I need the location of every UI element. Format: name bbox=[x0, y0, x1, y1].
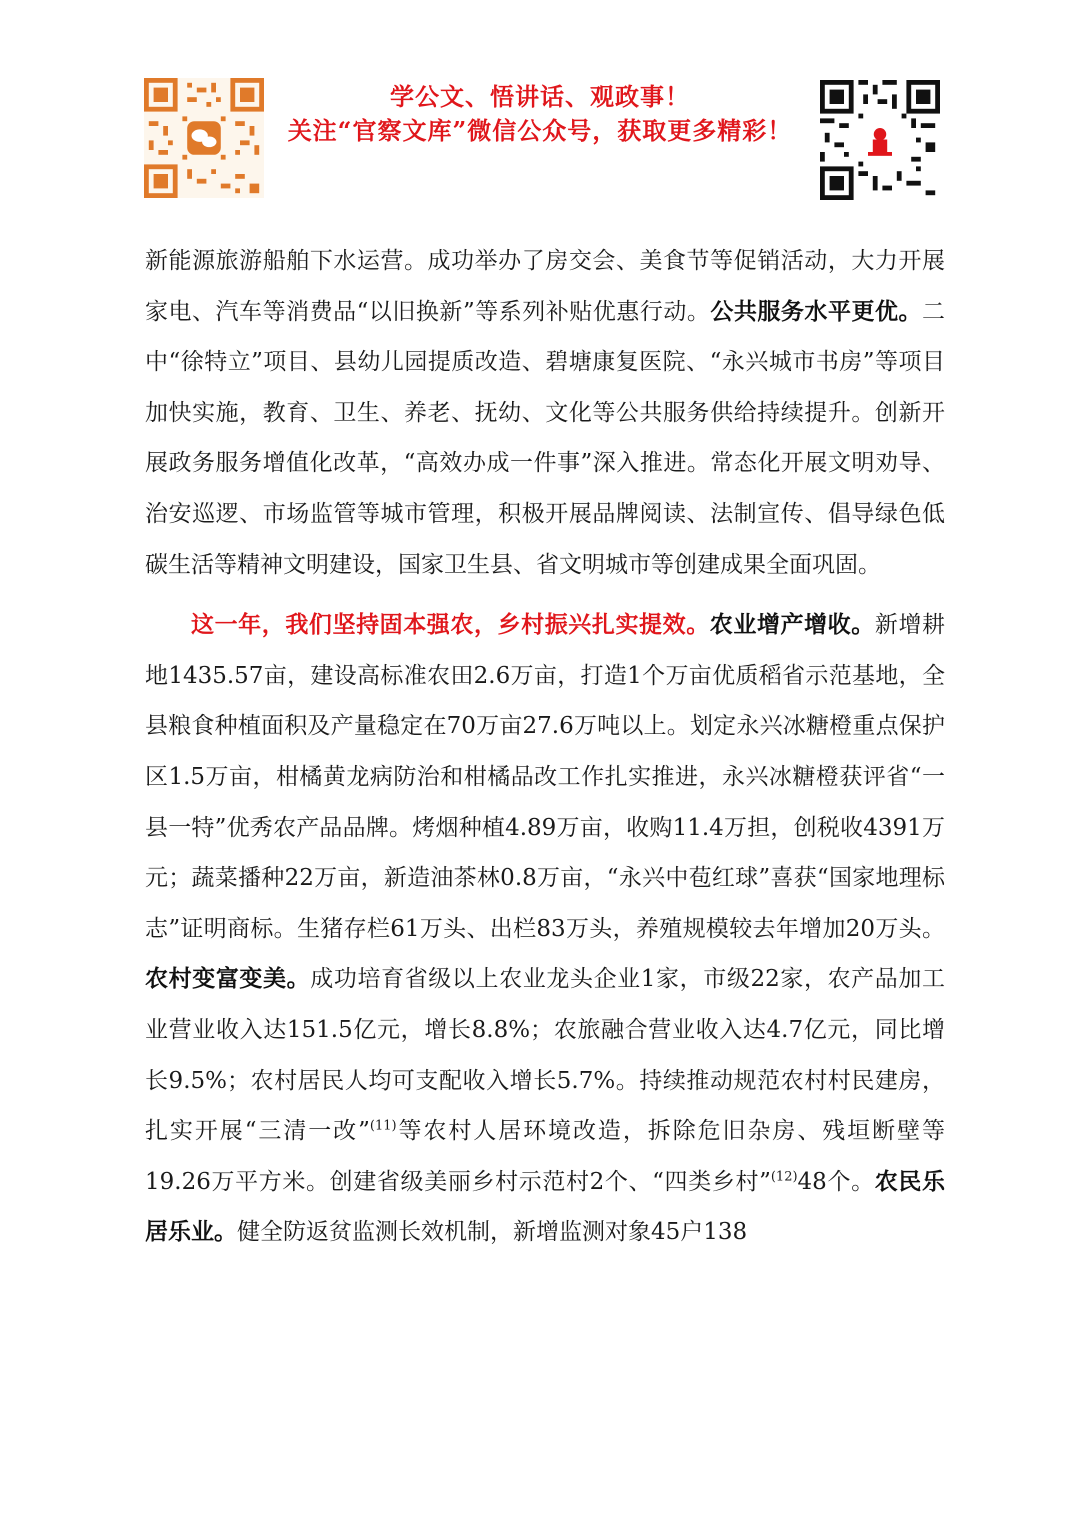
heading-public-services: 公共服务水平更优。 bbox=[710, 297, 922, 325]
document-body bbox=[145, 236, 945, 1258]
heading-agriculture-output: 农业增产增收。 bbox=[709, 611, 875, 639]
heading-farmers-livelihood: 农民乐居乐业。 bbox=[145, 1167, 945, 1246]
heading-rural-prosperity: 农村变富变美。 bbox=[145, 965, 311, 993]
text-public-services: 二中“徐特立”项目、县幼儿园提质改造、碧塘康复医院、“永兴城市书房”等项目加快实施，教育、卫生、养老、抚幼、文化等公共服务供给持续提升。创新开展政务服务增值化改革，“高效办成一件事”深入推进。常态化开展文明劝导、治安巡逻、市场监管等城市管理，积极开展品牌阅读、法制宣传、倡导绿色低碳生活等精神文明建设，国家卫生县、省文明城市等创建成果全面巩固。 bbox=[145, 298, 945, 578]
header-promo bbox=[270, 80, 810, 148]
paragraph-public-services bbox=[145, 236, 945, 590]
text-farmers-livelihood: 健全防返贫监测长效机制，新增监测对象45户138 bbox=[237, 1219, 748, 1246]
wechat-qr-code-icon bbox=[144, 78, 264, 198]
page-header bbox=[0, 0, 1080, 220]
text-consumption-activities: 新能源旅游船舶下水运营。成功举办了房交会、美食节等促销活动，大力开展家电、汽车等消费品“以旧换新”等系列补贴优惠行动。 bbox=[145, 248, 945, 325]
text-model-villages-count: 48个。 bbox=[797, 1168, 875, 1195]
header-slogan: 学公文、悟讲话、观政事！ bbox=[390, 82, 690, 111]
text-agriculture-output: 新增耕地1435.57亩，建设高标准农田2.6万亩，打造1个万亩优质稻省示范基地，全县粮食种植面积及产量稳定在70万亩27.6万吨以上。划定永兴冰糖橙重点保护区1.5万亩，柑橘黄龙病防治和柑橘品改工作扎实推进，永兴冰糖橙获评省“一县一特”优秀农产品品牌。烤烟种植4.89万亩，收购11.4万担，创税收4391万元；蔬菜播种22万亩，新造油茶林0.8万亩，“永兴中苞红球”喜获“国家地理标志”证明商标。生猪存栏61万头、出栏83万头，养殖规模较去年增加20万头。 bbox=[145, 612, 946, 942]
footnote-ref-12: (12) bbox=[770, 1169, 798, 1185]
text-rural-prosperity: 成功培育省级以上农业龙头企业1家，市级22家，农产品加工业营业收入达151.5亿元，增长8.8%；农旅融合营业收入达4.7亿元，同比增长9.5%；农村居民人均可支配收入增长5.7%。持续推动规范农村村民建房，扎实开展“三清一改” bbox=[145, 966, 945, 1145]
header-follow-notice: 关注“官察文库”微信公众号，获取更多精彩！ bbox=[287, 116, 793, 145]
qr-code-icon bbox=[820, 80, 940, 200]
paragraph-rural-revitalization bbox=[145, 600, 945, 1258]
text-rural-environment: 等农村人居环境改造，拆除危旧杂房、残垣断壁等19.26万平方米。创建省级美丽乡村示范村2个、“四类乡村” bbox=[145, 1118, 945, 1195]
section-lead-rural-revitalization: 这一年，我们坚持固本强农，乡村振兴扎实提效。 bbox=[191, 611, 710, 639]
footnote-ref-11: (11) bbox=[369, 1118, 397, 1134]
